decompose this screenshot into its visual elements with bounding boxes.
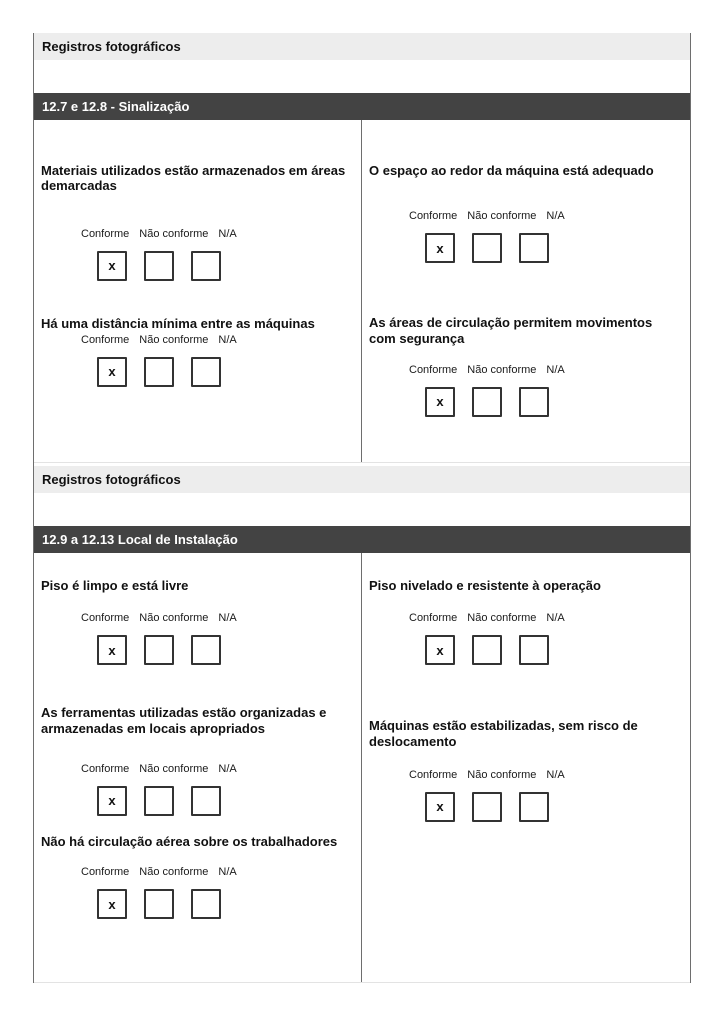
section-2-right-column (362, 553, 690, 982)
option-label-nao-conforme: Não conforme (139, 762, 209, 775)
checkbox-conforme[interactable]: x (97, 251, 127, 281)
checkbox-option-labels (81, 763, 361, 776)
checkbox-row (97, 786, 361, 816)
checkbox-option-labels (81, 334, 361, 347)
section-1-right-column (362, 120, 690, 462)
checkbox-row (425, 635, 690, 665)
option-label-na: N/A (546, 612, 565, 625)
section-2-grid (34, 553, 690, 983)
option-label-conforme: Conforme (409, 612, 458, 625)
item-title: As áreas de circulação permitem movimentos com segurança (369, 315, 653, 346)
option-label-na: N/A (218, 333, 237, 346)
spacer (34, 493, 690, 526)
checklist-item (362, 163, 690, 263)
checkbox-nao-conforme[interactable] (472, 233, 502, 263)
checkbox-conforme[interactable]: x (425, 387, 455, 417)
item-title: O espaço ao redor da máquina está adequado (369, 163, 654, 178)
checkbox-option-labels (81, 612, 361, 625)
option-label-nao-conforme: Não conforme (139, 866, 209, 879)
checklist-item (34, 705, 361, 816)
checkbox-nao-conforme[interactable] (144, 357, 174, 387)
item-title: Há uma distância mínima entre as máquinas (41, 315, 315, 331)
checkbox-na[interactable] (519, 635, 549, 665)
checkbox-nao-conforme[interactable] (472, 387, 502, 417)
option-label-nao-conforme: Não conforme (139, 227, 209, 240)
option-label-na: N/A (218, 866, 237, 879)
form-body (33, 33, 691, 983)
checklist-item (362, 718, 690, 822)
option-label-na: N/A (546, 210, 565, 223)
checkbox-nao-conforme[interactable] (472, 635, 502, 665)
option-label-conforme: Conforme (81, 227, 130, 240)
option-label-na: N/A (218, 762, 237, 775)
item-title: Máquinas estão estabilizadas, sem risco de deslocamento (369, 718, 638, 749)
checkbox-row (97, 889, 361, 919)
item-title: Piso nivelado e resistente à operação (369, 578, 601, 593)
checklist-item (34, 163, 361, 281)
checkbox-conforme[interactable]: x (97, 357, 127, 387)
option-label-nao-conforme: Não conforme (467, 768, 537, 781)
checkbox-option-labels (81, 866, 361, 879)
option-label-nao-conforme: Não conforme (139, 333, 209, 346)
section-2-left-column (34, 553, 362, 982)
photo-records-bar: Registros fotográficos (34, 33, 690, 60)
option-label-conforme: Conforme (81, 333, 130, 346)
checkbox-na[interactable] (191, 786, 221, 816)
checkbox-conforme[interactable]: x (97, 786, 127, 816)
checkbox-conforme[interactable]: x (425, 792, 455, 822)
checkbox-row (97, 251, 361, 281)
checklist-item (362, 578, 690, 665)
option-label-na: N/A (546, 363, 565, 376)
checkbox-conforme[interactable]: x (425, 635, 455, 665)
checkbox-option-labels (81, 228, 361, 241)
item-title: Não há circulação aérea sobre os trabalhadores (41, 833, 338, 849)
checklist-item (34, 316, 361, 387)
checkbox-na[interactable] (519, 233, 549, 263)
option-label-na: N/A (546, 768, 565, 781)
option-label-nao-conforme: Não conforme (139, 612, 209, 625)
checkbox-na[interactable] (191, 889, 221, 919)
checkbox-option-labels (409, 769, 690, 782)
checkbox-na[interactable] (191, 357, 221, 387)
section-header-local-instalacao: 12.9 a 12.13 Local de Instalação (34, 526, 690, 553)
option-label-conforme: Conforme (81, 866, 130, 879)
checkbox-conforme[interactable]: x (97, 635, 127, 665)
checkbox-na[interactable] (191, 635, 221, 665)
checkbox-row (97, 635, 361, 665)
checkbox-option-labels (409, 364, 690, 377)
section-1-left-column (34, 120, 362, 462)
option-label-nao-conforme: Não conforme (467, 612, 537, 625)
checkbox-nao-conforme[interactable] (144, 786, 174, 816)
checkbox-nao-conforme[interactable] (144, 635, 174, 665)
checkbox-na[interactable] (519, 387, 549, 417)
option-label-conforme: Conforme (81, 612, 130, 625)
checkbox-nao-conforme[interactable] (472, 792, 502, 822)
option-label-na: N/A (218, 227, 237, 240)
option-label-conforme: Conforme (409, 210, 458, 223)
option-label-nao-conforme: Não conforme (467, 210, 537, 223)
option-label-conforme: Conforme (81, 762, 130, 775)
checkbox-option-labels (409, 210, 690, 223)
checkbox-nao-conforme[interactable] (144, 251, 174, 281)
section-1-grid (34, 120, 690, 463)
spacer (34, 60, 690, 93)
checkbox-row (425, 233, 690, 263)
checkbox-conforme[interactable]: x (97, 889, 127, 919)
item-title: Piso é limpo e está livre (41, 578, 189, 593)
option-label-na: N/A (218, 612, 237, 625)
checkbox-na[interactable] (191, 251, 221, 281)
checkbox-nao-conforme[interactable] (144, 889, 174, 919)
checkbox-na[interactable] (519, 792, 549, 822)
checklist-item (34, 578, 361, 665)
option-label-nao-conforme: Não conforme (467, 363, 537, 376)
option-label-conforme: Conforme (409, 363, 458, 376)
checklist-item (34, 834, 361, 919)
checkbox-row (425, 387, 690, 417)
section-header-sinalizacao: 12.7 e 12.8 - Sinalização (34, 93, 690, 120)
checkbox-conforme[interactable]: x (425, 233, 455, 263)
checkbox-row (425, 792, 690, 822)
checkbox-row (97, 357, 361, 387)
photo-records-bar: Registros fotográficos (34, 466, 690, 493)
option-label-conforme: Conforme (409, 768, 458, 781)
checkbox-option-labels (409, 612, 690, 625)
item-title: As ferramentas utilizadas estão organizadas e armazenadas em locais apropriados (41, 705, 327, 736)
item-title: Materiais utilizados estão armazenados em áreas demarcadas (41, 163, 346, 194)
checklist-item (362, 315, 690, 417)
